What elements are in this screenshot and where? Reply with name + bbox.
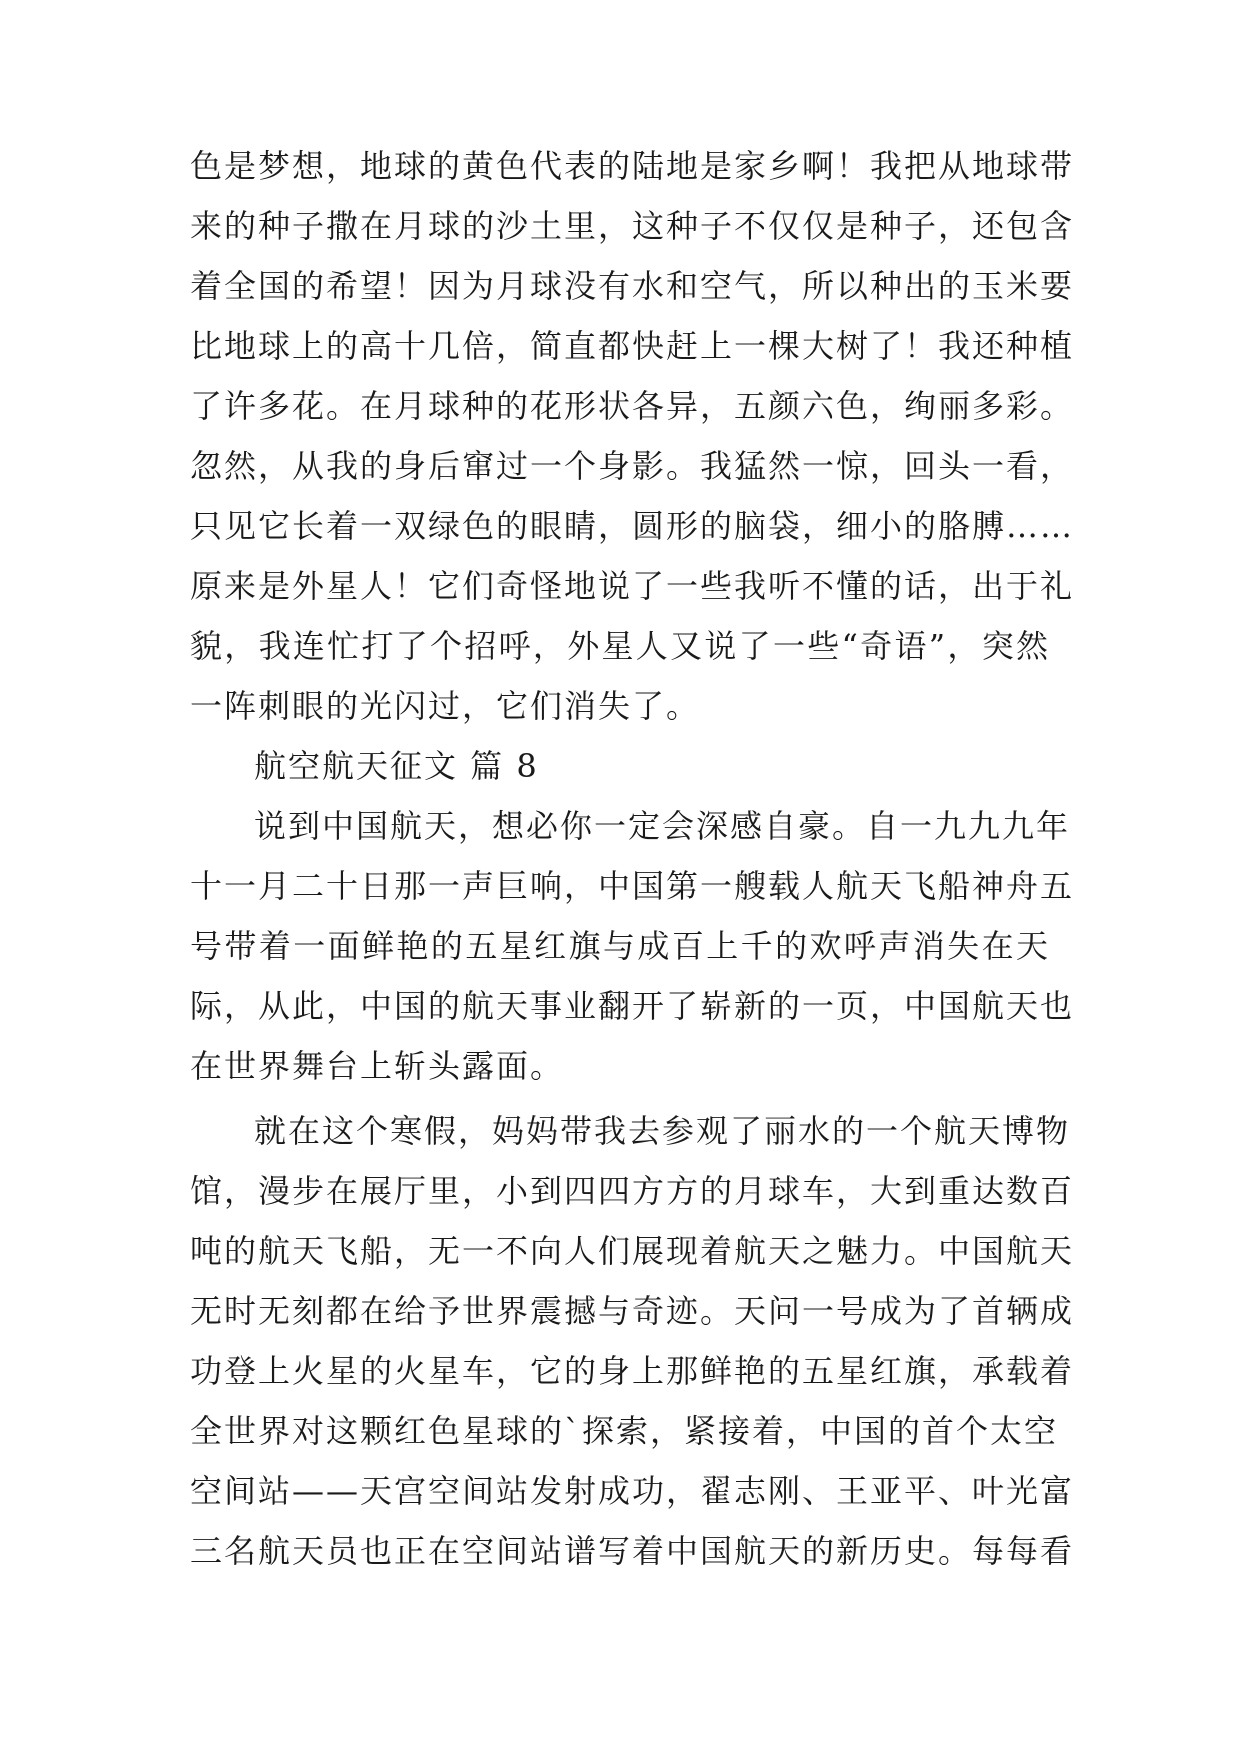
text-line: 空间站——天宫空间站发射成功，翟志刚、王亚平、叶光富 (190, 1472, 1075, 1510)
text-line: 忽然，从我的身后窜过一个身影。我猛然一惊，回头一看， (190, 447, 1075, 485)
text-line: 来的种子撒在月球的沙土里，这种子不仅仅是种子，还包含 (190, 207, 1075, 245)
text-line: 色是梦想，地球的黄色代表的陆地是家乡啊！我把从地球带 (190, 147, 1075, 185)
text-line: 无时无刻都在给予世界震撼与奇迹。天问一号成为了首辆成 (190, 1292, 1075, 1330)
text-line: 原来是外星人！它们奇怪地说了一些我听不懂的话，出于礼 (190, 567, 1075, 605)
text-line: 比地球上的高十几倍，简直都快赶上一棵大树了！我还种植 (190, 327, 1075, 365)
text-line: 号带着一面鲜艳的五星红旗与成百上千的欢呼声消失在天 (190, 927, 1050, 965)
text-line: 馆，漫步在展厅里，小到四四方方的月球车，大到重达数百 (190, 1172, 1075, 1210)
text-line: 说到中国航天，想必你一定会深感自豪。自一九九九年 (254, 807, 1071, 845)
text-line: 就在这个寒假，妈妈带我去参观了丽水的一个航天博物 (254, 1112, 1071, 1150)
text-line: 十一月二十日那一声巨响，中国第一艘载人航天飞船神舟五 (190, 867, 1075, 905)
continuation-paragraph (190, 136, 1075, 736)
paragraph-1 (190, 796, 1075, 1096)
text-line: 一阵刺眼的光闪过，它们消失了。 (190, 687, 701, 725)
text-line: 全世界对这颗红色星球的`探索，紧接着，中国的首个太空 (190, 1412, 1059, 1450)
text-line: 只见它长着一双绿色的眼睛，圆形的脑袋，细小的胳膊…… (190, 507, 1075, 545)
text-line: 吨的航天飞船，无一不向人们展现着航天之魅力。中国航天 (190, 1232, 1075, 1270)
text-line: 功登上火星的火星车，它的身上那鲜艳的五星红旗，承载着 (190, 1352, 1075, 1390)
document-body (190, 136, 1075, 1581)
text-line: 貌，我连忙打了个招呼，外星人又说了一些“奇语”，突然 (190, 627, 1050, 665)
text-line: 在世界舞台上斩头露面。 (190, 1047, 565, 1085)
paragraph-2 (190, 1101, 1075, 1581)
text-line: 了许多花。在月球种的花形状各异，五颜六色，绚丽多彩。 (190, 387, 1075, 425)
text-line: 际，从此，中国的航天事业翻开了崭新的一页，中国航天也 (190, 987, 1075, 1025)
text-line: 三名航天员也正在空间站谱写着中国航天的新历史。每每看 (190, 1532, 1075, 1570)
section-heading: 航空航天征文 篇 8 (254, 747, 539, 785)
text-line: 着全国的希望！因为月球没有水和空气，所以种出的玉米要 (190, 267, 1075, 305)
